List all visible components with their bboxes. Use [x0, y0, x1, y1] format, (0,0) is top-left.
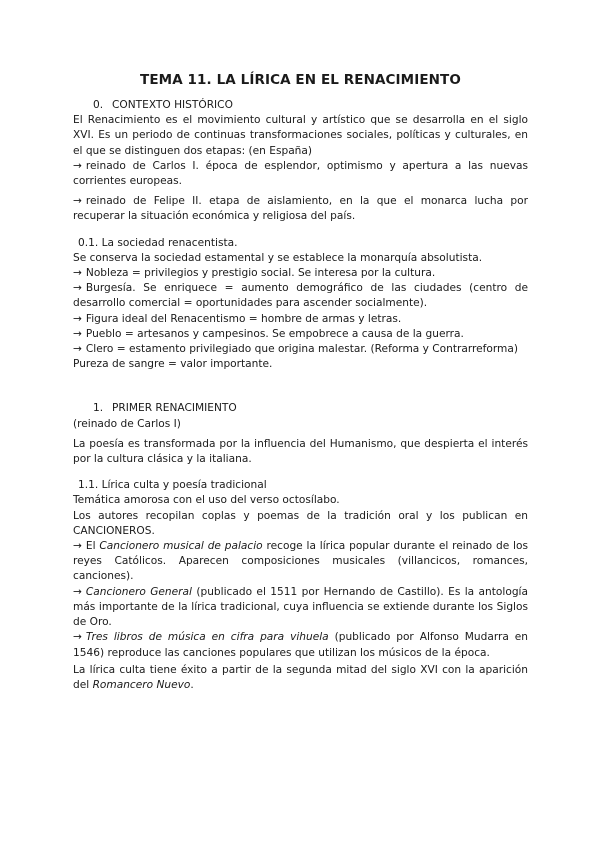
- cancionero-general-title: Cancionero General: [85, 585, 192, 598]
- arrow-icon: →: [73, 585, 82, 598]
- list-item-text: Nobleza = privilegios y prestigio social. Se interesa por la cultura.: [85, 267, 436, 280]
- section-0-bullet-1-text: reinado de Carlos I. época de esplendor, optimismo y apertura a las nuevas corrientes europeas.: [73, 159, 528, 188]
- section-1-number: 1.: [93, 402, 104, 415]
- arrow-icon: →: [73, 312, 82, 325]
- section-0-1-closing: Pureza de sangre = valor importante.: [73, 358, 273, 371]
- section-0-bullet-2-text: reinado de Felipe II. etapa de aislamiento, en la que el monarca lucha por recuperar la situación económica y religiosa del país.: [73, 195, 528, 223]
- arrow-icon: →: [73, 631, 82, 644]
- page-title: TEMA 11. LA LÍRICA EN EL RENACIMIENTO: [140, 72, 461, 88]
- section-1-1-p1: Temática amorosa con el uso del verso octosílabo.: [73, 494, 340, 507]
- list-item: [73, 266, 528, 281]
- list-item-text: Pueblo = artesanos y campesinos. Se empobrece a causa de la guerra.: [85, 327, 464, 340]
- section-0-bullet-1: [73, 159, 528, 189]
- arrow-icon: →: [73, 282, 82, 295]
- tres-libros-title: Tres libros de música en cifra para vihuela: [85, 631, 329, 644]
- arrow-icon: →: [73, 327, 82, 340]
- section-1-heading: [73, 401, 528, 416]
- list-item: [73, 342, 528, 357]
- list-item-text: Figura ideal del Renacentismo = hombre de armas y letras.: [85, 312, 402, 325]
- section-0-heading: [73, 98, 528, 113]
- section-0-number: 0.: [93, 99, 104, 111]
- arrow-icon: →: [73, 195, 82, 208]
- cancionero-musical-title: Cancionero musical de palacio: [99, 540, 263, 553]
- section-0-1-heading: 0.1. La sociedad renacentista.: [78, 236, 238, 249]
- section-1-heading-text: PRIMER RENACIMIENTO: [112, 402, 237, 415]
- section-1-1-bullet-3: → Tres libros de música en cifra para vihuela (publicado por Alfonso Mudarra en 1546) reproduce las canciones populares que utilizan los músicos de la época.: [73, 631, 528, 659]
- section-1-1-p2: Los autores recopilan coplas y poemas de la tradición oral y los publican en CANCIONEROS.: [73, 509, 528, 537]
- section-1-1-heading: 1.1. Lírica culta y poesía tradicional: [78, 479, 267, 492]
- section-0-heading-text: CONTEXTO HISTÓRICO: [112, 99, 233, 111]
- section-0-1-intro: Se conserva la sociedad estamental y se establece la monarquía absolutista.: [73, 251, 483, 264]
- arrow-icon: →: [73, 540, 82, 553]
- arrow-icon: →: [73, 159, 82, 172]
- list-item: [73, 327, 528, 342]
- section-1-1-bullet-1: → El Cancionero musical de palacio recoge la lírica popular durante el reinado de los reyes Católicos. Aparecen composiciones musicales (villancicos, romances, canciones).: [73, 540, 528, 583]
- section-1-intro: La poesía es transformada por la influencia del Humanismo, que despierta el interés por la cultura clásica y la italiana.: [73, 437, 528, 466]
- list-item-text: Burgesía. Se enriquece = aumento demográfico de las ciudades (centro de desarrollo comercial = oportunidades para ascender socialmente).: [73, 282, 528, 310]
- section-1-subheading: (reinado de Carlos I): [73, 417, 181, 430]
- arrow-icon: →: [73, 267, 82, 280]
- section-0-intro: El Renacimiento es el movimiento cultural y artístico que se desarrolla en el siglo XVI. Es un periodo de continuas transformaciones sociales, políticas y culturales, en el que se distinguen dos etapas: (en España): [73, 114, 528, 157]
- section-1-1-closing: La lírica culta tiene éxito a partir de la segunda mitad del siglo XVI con la aparición del Romancero Nuevo.: [73, 663, 528, 691]
- romancero-nuevo-title: Romancero Nuevo: [92, 678, 191, 691]
- list-item: [73, 281, 528, 311]
- arrow-icon: →: [73, 343, 82, 356]
- list-item: [73, 312, 528, 327]
- section-0-bullet-2: [73, 194, 528, 224]
- list-item-text: Clero = estamento privilegiado que origina malestar. (Reforma y Contrarreforma): [85, 343, 518, 356]
- document-page: [73, 72, 528, 693]
- section-1-1-bullet-2: → Cancionero General (publicado el 1511 por Hernando de Castillo). Es la antología más importante de la lírica tradicional, cuya influencia se extiende durante los Siglos de Oro.: [73, 585, 528, 629]
